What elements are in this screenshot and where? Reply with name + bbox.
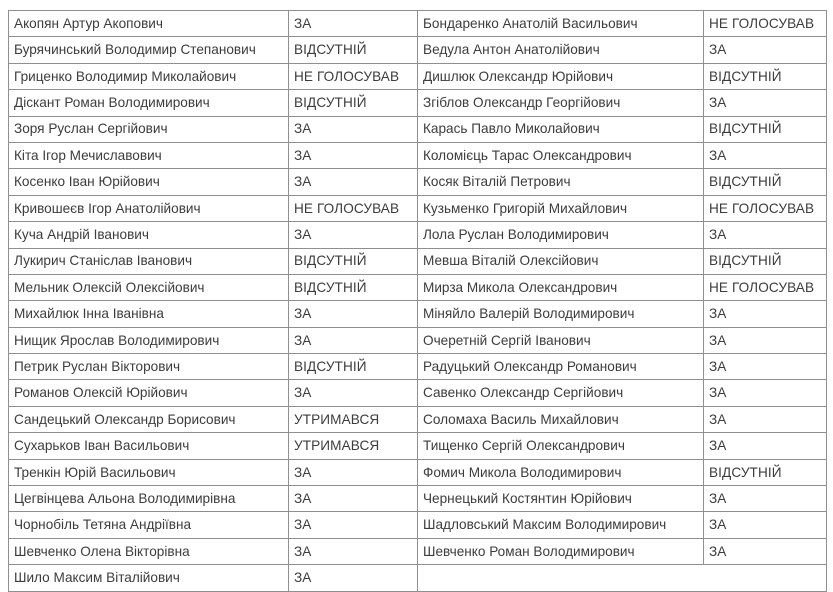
table-row <box>9 195 827 221</box>
deputy-name-cell: Ведула Антон Анатолійович <box>418 37 704 63</box>
table-row <box>9 90 827 116</box>
deputy-name-cell: Шевченко Олена Вікторівна <box>9 538 289 564</box>
vote-cell: ЗА <box>704 354 827 380</box>
deputy-name-cell: Акопян Артур Акопович <box>9 11 289 37</box>
table-row <box>9 459 827 485</box>
table-row <box>9 37 827 63</box>
vote-cell: УТРИМАВСЯ <box>289 433 418 459</box>
deputy-name-cell: Шило Максим Віталійович <box>9 565 289 591</box>
table-row <box>9 274 827 300</box>
vote-cell: ЗА <box>289 222 418 248</box>
deputy-name-cell: Соломаха Василь Михайлович <box>418 406 704 432</box>
vote-cell: ЗА <box>704 538 827 564</box>
deputy-name-cell: Бурячинський Володимир Степанович <box>9 37 289 63</box>
deputy-name-cell: Мевша Віталій Олексійович <box>418 248 704 274</box>
vote-cell: ЗА <box>704 406 827 432</box>
vote-cell: НЕ ГОЛОСУВАВ <box>704 195 827 221</box>
vote-cell: ЗА <box>704 222 827 248</box>
table-row <box>9 169 827 195</box>
vote-cell: ВІДСУТНІЙ <box>289 274 418 300</box>
deputy-name-cell: Гриценко Володимир Миколайович <box>9 63 289 89</box>
vote-cell: ВІДСУТНІЙ <box>289 354 418 380</box>
vote-cell: ВІДСУТНІЙ <box>704 63 827 89</box>
deputy-name-cell: Чорнобіль Тетяна Андріївна <box>9 512 289 538</box>
deputy-name-cell: Карась Павло Миколайович <box>418 116 704 142</box>
deputy-name-cell: Дишлюк Олександр Юрійович <box>418 63 704 89</box>
deputy-name-cell: Савенко Олександр Сергійович <box>418 380 704 406</box>
vote-cell: ЗА <box>289 380 418 406</box>
table-row <box>9 380 827 406</box>
deputy-name-cell: Міняйло Валерій Володимирович <box>418 301 704 327</box>
deputy-name-cell: Кіта Ігор Мечиславович <box>9 142 289 168</box>
deputy-name-cell: Косенко Іван Юрійович <box>9 169 289 195</box>
vote-cell: НЕ ГОЛОСУВАВ <box>704 11 827 37</box>
vote-cell: ЗА <box>289 327 418 353</box>
table-row <box>9 11 827 37</box>
deputy-name-cell: Лола Руслан Володимирович <box>418 222 704 248</box>
vote-cell: ЗА <box>289 565 418 591</box>
vote-cell: ЗА <box>704 433 827 459</box>
table-row <box>9 486 827 512</box>
deputy-name-cell: Мирза Микола Олександрович <box>418 274 704 300</box>
vote-cell: НЕ ГОЛОСУВАВ <box>704 274 827 300</box>
deputy-name-cell: Петрик Руслан Вікторович <box>9 354 289 380</box>
table-row <box>9 142 827 168</box>
deputy-name-cell: Тренкін Юрій Васильович <box>9 459 289 485</box>
deputy-name-cell: Бондаренко Анатолій Васильович <box>418 11 704 37</box>
vote-cell: ВІДСУТНІЙ <box>704 248 827 274</box>
vote-table-body <box>9 11 827 592</box>
table-row <box>9 433 827 459</box>
table-row <box>9 406 827 432</box>
table-row <box>9 565 827 591</box>
vote-cell: НЕ ГОЛОСУВАВ <box>289 195 418 221</box>
table-row <box>9 222 827 248</box>
deputy-name-cell: Радуцький Олександр Романович <box>418 354 704 380</box>
vote-cell: ЗА <box>704 142 827 168</box>
deputy-name-cell: Кривошеєв Ігор Анатолійович <box>9 195 289 221</box>
deputy-name-cell: Коломієць Тарас Олександрович <box>418 142 704 168</box>
vote-cell: ЗА <box>704 512 827 538</box>
vote-cell: ЗА <box>289 301 418 327</box>
vote-cell: ЗА <box>289 142 418 168</box>
deputy-name-cell: Нищик Ярослав Володимирович <box>9 327 289 353</box>
vote-cell: УТРИМАВСЯ <box>289 406 418 432</box>
deputy-name-cell: Сандецький Олександр Борисович <box>9 406 289 432</box>
deputy-name-cell: Цегвінцева Альона Володимирівна <box>9 486 289 512</box>
table-row <box>9 63 827 89</box>
deputy-name-cell: Фомич Микола Володимирович <box>418 459 704 485</box>
deputy-name-cell: Тищенко Сергій Олександрович <box>418 433 704 459</box>
vote-cell: ВІДСУТНІЙ <box>289 248 418 274</box>
deputy-name-cell: Кузьменко Григорій Михайлович <box>418 195 704 221</box>
vote-cell: ЗА <box>289 169 418 195</box>
deputy-name-cell: Згіблов Олександр Георгійович <box>418 90 704 116</box>
deputy-name-cell: Шадловський Максим Володимирович <box>418 512 704 538</box>
deputy-name-cell: Романов Олексій Юрійович <box>9 380 289 406</box>
deputy-name-cell: Лукирич Станіслав Іванович <box>9 248 289 274</box>
vote-cell: ЗА <box>289 116 418 142</box>
table-row <box>9 327 827 353</box>
deputy-name-cell: Очеретній Сергій Іванович <box>418 327 704 353</box>
vote-cell: ЗА <box>704 327 827 353</box>
vote-cell: ЗА <box>704 486 827 512</box>
empty-cell <box>418 565 827 591</box>
vote-cell: ЗА <box>289 486 418 512</box>
vote-cell: ЗА <box>704 37 827 63</box>
deputy-name-cell: Зоря Руслан Сергійович <box>9 116 289 142</box>
table-row <box>9 116 827 142</box>
voting-results-table <box>8 10 827 592</box>
deputy-name-cell: Сухарьков Іван Васильович <box>9 433 289 459</box>
vote-cell: ЗА <box>289 538 418 564</box>
deputy-name-cell: Косяк Віталій Петрович <box>418 169 704 195</box>
deputy-name-cell: Куча Андрій Іванович <box>9 222 289 248</box>
vote-cell: ВІДСУТНІЙ <box>289 90 418 116</box>
table-row <box>9 512 827 538</box>
table-row <box>9 301 827 327</box>
deputy-name-cell: Мельник Олексій Олексійович <box>9 274 289 300</box>
vote-cell: НЕ ГОЛОСУВАВ <box>289 63 418 89</box>
vote-cell: ЗА <box>704 90 827 116</box>
deputy-name-cell: Михайлюк Інна Іванівна <box>9 301 289 327</box>
vote-cell: ЗА <box>704 380 827 406</box>
vote-cell: ВІДСУТНІЙ <box>704 116 827 142</box>
vote-cell: ВІДСУТНІЙ <box>704 459 827 485</box>
vote-cell: ЗА <box>289 512 418 538</box>
vote-cell: ВІДСУТНІЙ <box>289 37 418 63</box>
deputy-name-cell: Чернецький Костянтин Юрійович <box>418 486 704 512</box>
vote-cell: ЗА <box>289 459 418 485</box>
table-row <box>9 538 827 564</box>
deputy-name-cell: Шевченко Роман Володимирович <box>418 538 704 564</box>
vote-cell: ЗА <box>704 301 827 327</box>
deputy-name-cell: Діскант Роман Володимирович <box>9 90 289 116</box>
vote-cell: ЗА <box>289 11 418 37</box>
vote-cell: ВІДСУТНІЙ <box>704 169 827 195</box>
table-row <box>9 248 827 274</box>
table-row <box>9 354 827 380</box>
